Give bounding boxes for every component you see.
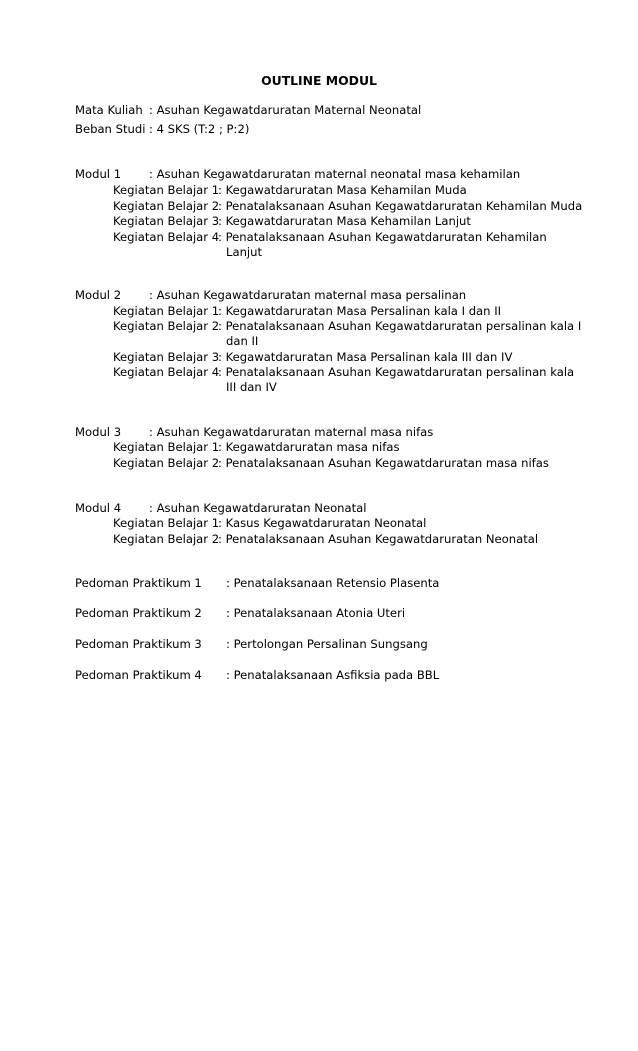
module-1-label: Modul 1	[75, 167, 122, 181]
module-4-kb-1-label: Kegiatan Belajar 1	[113, 516, 220, 530]
praktikum-2-label: Pedoman Praktikum 2	[75, 606, 202, 620]
module-3-kb-1-text: : Kegawatdaruratan masa nifas	[218, 440, 400, 454]
module-1-kb-4-label: Kegiatan Belajar 4	[113, 230, 220, 244]
module-3-kb-1-label: Kegiatan Belajar 1	[113, 440, 220, 454]
praktikum-3-text: : Pertolongan Persalinan Sungsang	[226, 637, 428, 651]
module-1-kb-3-text: : Kegawatdaruratan Masa Kehamilan Lanjut	[218, 214, 471, 228]
module-2-kb-4-continuation: III dan IV	[226, 380, 277, 394]
praktikum-4-label: Pedoman Praktikum 4	[75, 668, 202, 682]
module-1-kb-3-label: Kegiatan Belajar 3	[113, 214, 220, 228]
module-4-kb-2-text: : Penatalaksanaan Asuhan Kegawatdaruratan Neonatal	[218, 532, 539, 546]
module-3-kb-2-label: Kegiatan Belajar 2	[113, 456, 220, 470]
beban-studi-label: Beban Studi	[75, 122, 146, 136]
praktikum-3-label: Pedoman Praktikum 3	[75, 637, 202, 651]
module-2-kb-2-continuation: dan II	[226, 334, 259, 348]
module-3-title: : Asuhan Kegawatdaruratan maternal masa nifas	[149, 425, 434, 439]
module-2-kb-2-text: : Penatalaksanaan Asuhan Kegawatdaruratan persalinan kala I	[218, 319, 582, 333]
praktikum-2-text: : Penatalaksanaan Atonia Uteri	[226, 606, 406, 620]
module-2-kb-4-label: Kegiatan Belajar 4	[113, 365, 220, 379]
module-2-kb-2-label: Kegiatan Belajar 2	[113, 319, 220, 333]
module-1-title: : Asuhan Kegawatdaruratan maternal neonatal masa kehamilan	[149, 167, 521, 181]
mata-kuliah-value: : Asuhan Kegawatdaruratan Maternal Neonatal	[149, 103, 422, 117]
module-1-kb-1-text: : Kegawatdaruratan Masa Kehamilan Muda	[218, 183, 467, 197]
praktikum-4-text: : Penatalaksanaan Asfiksia pada BBL	[226, 668, 440, 682]
module-2-title: : Asuhan Kegawatdaruratan maternal masa persalinan	[149, 288, 467, 302]
module-2-kb-4-text: : Penatalaksanaan Asuhan Kegawatdaruratan persalinan kala	[218, 365, 575, 379]
module-1-kb-1-label: Kegiatan Belajar 1	[113, 183, 220, 197]
module-2-label: Modul 2	[75, 288, 122, 302]
module-3-kb-2-text: : Penatalaksanaan Asuhan Kegawatdaruratan masa nifas	[218, 456, 549, 470]
module-2-kb-1-text: : Kegawatdaruratan Masa Persalinan kala I dan II	[218, 304, 502, 318]
module-1-kb-4-continuation: Lanjut	[226, 245, 263, 259]
mata-kuliah-label: Mata Kuliah	[75, 103, 143, 117]
beban-studi-value: : 4 SKS (T:2 ; P:2)	[149, 122, 250, 136]
module-2-kb-3-text: : Kegawatdaruratan Masa Persalinan kala III dan IV	[218, 350, 513, 364]
module-1-kb-2-label: Kegiatan Belajar 2	[113, 199, 220, 213]
module-4-label: Modul 4	[75, 501, 122, 515]
module-4-kb-1-text: : Kasus Kegawatdaruratan Neonatal	[218, 516, 427, 530]
module-2-kb-1-label: Kegiatan Belajar 1	[113, 304, 220, 318]
module-4-kb-2-label: Kegiatan Belajar 2	[113, 532, 220, 546]
praktikum-1-text: : Penatalaksanaan Retensio Plasenta	[226, 576, 440, 590]
module-1-kb-2-text: : Penatalaksanaan Asuhan Kegawatdaruratan Kehamilan Muda	[218, 199, 583, 213]
page-title: OUTLINE MODUL	[261, 73, 377, 88]
module-1-kb-4-text: : Penatalaksanaan Asuhan Kegawatdaruratan Kehamilan	[218, 230, 547, 244]
module-3-label: Modul 3	[75, 425, 122, 439]
module-2-kb-3-label: Kegiatan Belajar 3	[113, 350, 220, 364]
praktikum-1-label: Pedoman Praktikum 1	[75, 576, 202, 590]
module-4-title: : Asuhan Kegawatdaruratan Neonatal	[149, 501, 367, 515]
